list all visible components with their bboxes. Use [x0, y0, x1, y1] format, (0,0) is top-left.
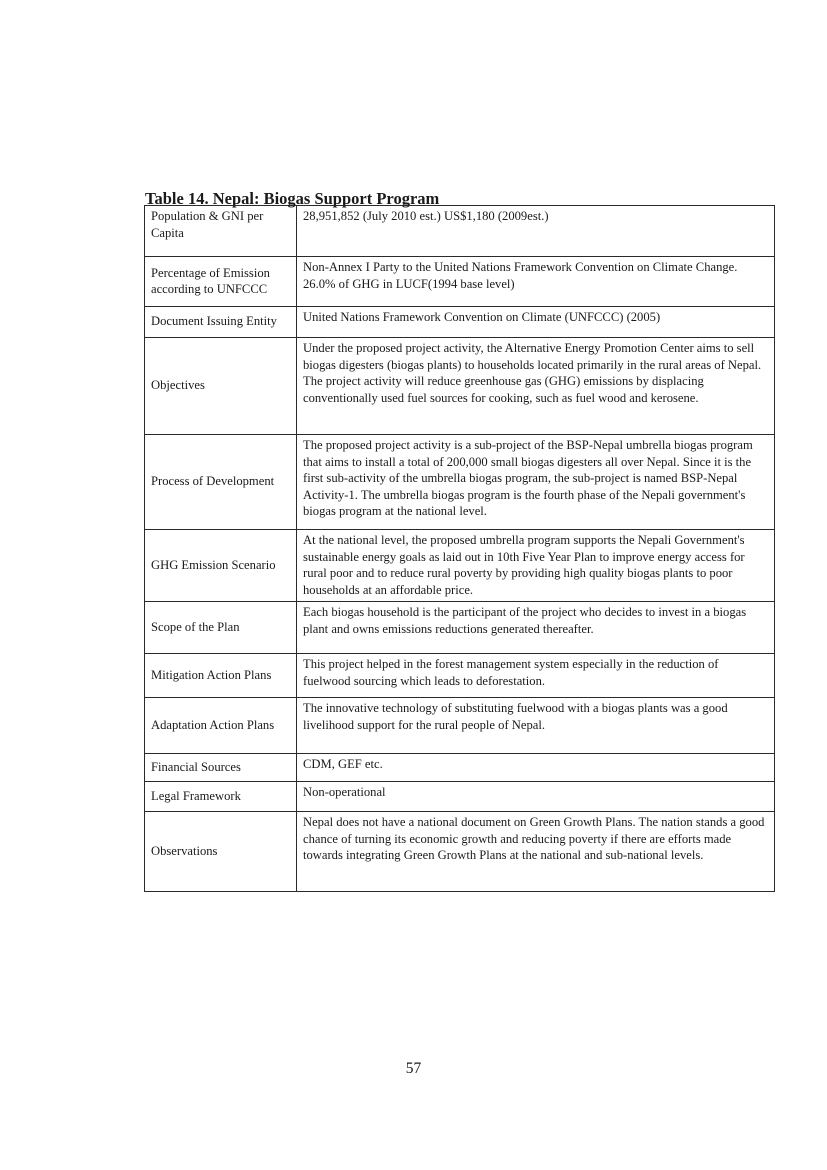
row-value: Non-operational [297, 782, 775, 812]
row-label: Observations [145, 812, 297, 892]
row-label: Legal Framework [145, 782, 297, 812]
row-value: Non-Annex I Party to the United Nations Framework Convention on Climate Change. 26.0% of GHG in LUCF(1994 base level) [297, 257, 775, 307]
row-value: The proposed project activity is a sub-project of the BSP-Nepal umbrella biogas program that aims to install a total of 200,000 small biogas digesters all over Nepal. Since it is the first sub-activity of the umbrella biogas program, the sub-project is named BSP-Nepal Activity-1. The umbrella biogas program is the fourth phase of the Nepali government's biogas program at the national level. [297, 435, 775, 530]
table-title: Table 14. Nepal: Biogas Support Program [145, 189, 440, 208]
row-label: Percentage of Emission according to UNFCCC [145, 257, 297, 307]
row-value: Under the proposed project activity, the Alternative Energy Promotion Center aims to sell biogas digesters (biogas plants) to households located primarily in the rural areas of Nepal. The project activity will reduce greenhouse gas (GHG) emissions by displacing conventionally used fuel sources for cooking, such as fuel wood and kerosene. [297, 338, 775, 435]
row-value: The innovative technology of substituting fuelwood with a biogas plants was a good livelihood support for the rural people of Nepal. [297, 698, 775, 754]
row-label: Scope of the Plan [145, 602, 297, 654]
row-label: Process of Development [145, 435, 297, 530]
row-value: Nepal does not have a national document on Green Growth Plans. The nation stands a good chance of turning its economic growth and reducing poverty if there are efforts made towards integrating Green Growth Plans at the national and sub-national levels. [297, 812, 775, 892]
table-row [145, 338, 775, 435]
row-value: CDM, GEF etc. [297, 754, 775, 782]
program-table [144, 205, 775, 892]
row-value: Each biogas household is the participant of the project who decides to invest in a biogas plant and owns emissions reductions generated thereafter. [297, 602, 775, 654]
table-row [145, 530, 775, 602]
table-row [145, 602, 775, 654]
row-label: Population & GNI per Capita [145, 206, 297, 257]
page-number: 57 [405, 1060, 422, 1077]
row-value: 28,951,852 (July 2010 est.) US$1,180 (2009est.) [297, 206, 775, 257]
table-row [145, 754, 775, 782]
table-row [145, 782, 775, 812]
table-row [145, 654, 775, 698]
row-label: Mitigation Action Plans [145, 654, 297, 698]
table-row [145, 698, 775, 754]
table-row [145, 206, 775, 257]
row-value: United Nations Framework Convention on Climate (UNFCCC) (2005) [297, 307, 775, 338]
row-value: This project helped in the forest management system especially in the reduction of fuelwood sourcing which leads to deforestation. [297, 654, 775, 698]
table-row [145, 257, 775, 307]
row-label: Adaptation Action Plans [145, 698, 297, 754]
row-label: Objectives [145, 338, 297, 435]
row-label: GHG Emission Scenario [145, 530, 297, 602]
row-label: Document Issuing Entity [145, 307, 297, 338]
table-row [145, 307, 775, 338]
table-row [145, 435, 775, 530]
row-value: At the national level, the proposed umbrella program supports the Nepali Government's sustainable energy goals as laid out in 10th Five Year Plan to improve energy access for rural poor and to reduce rural poverty by providing high quality biogas plants to poor households at an affordable price. [297, 530, 775, 602]
row-label: Financial Sources [145, 754, 297, 782]
table-row [145, 812, 775, 892]
